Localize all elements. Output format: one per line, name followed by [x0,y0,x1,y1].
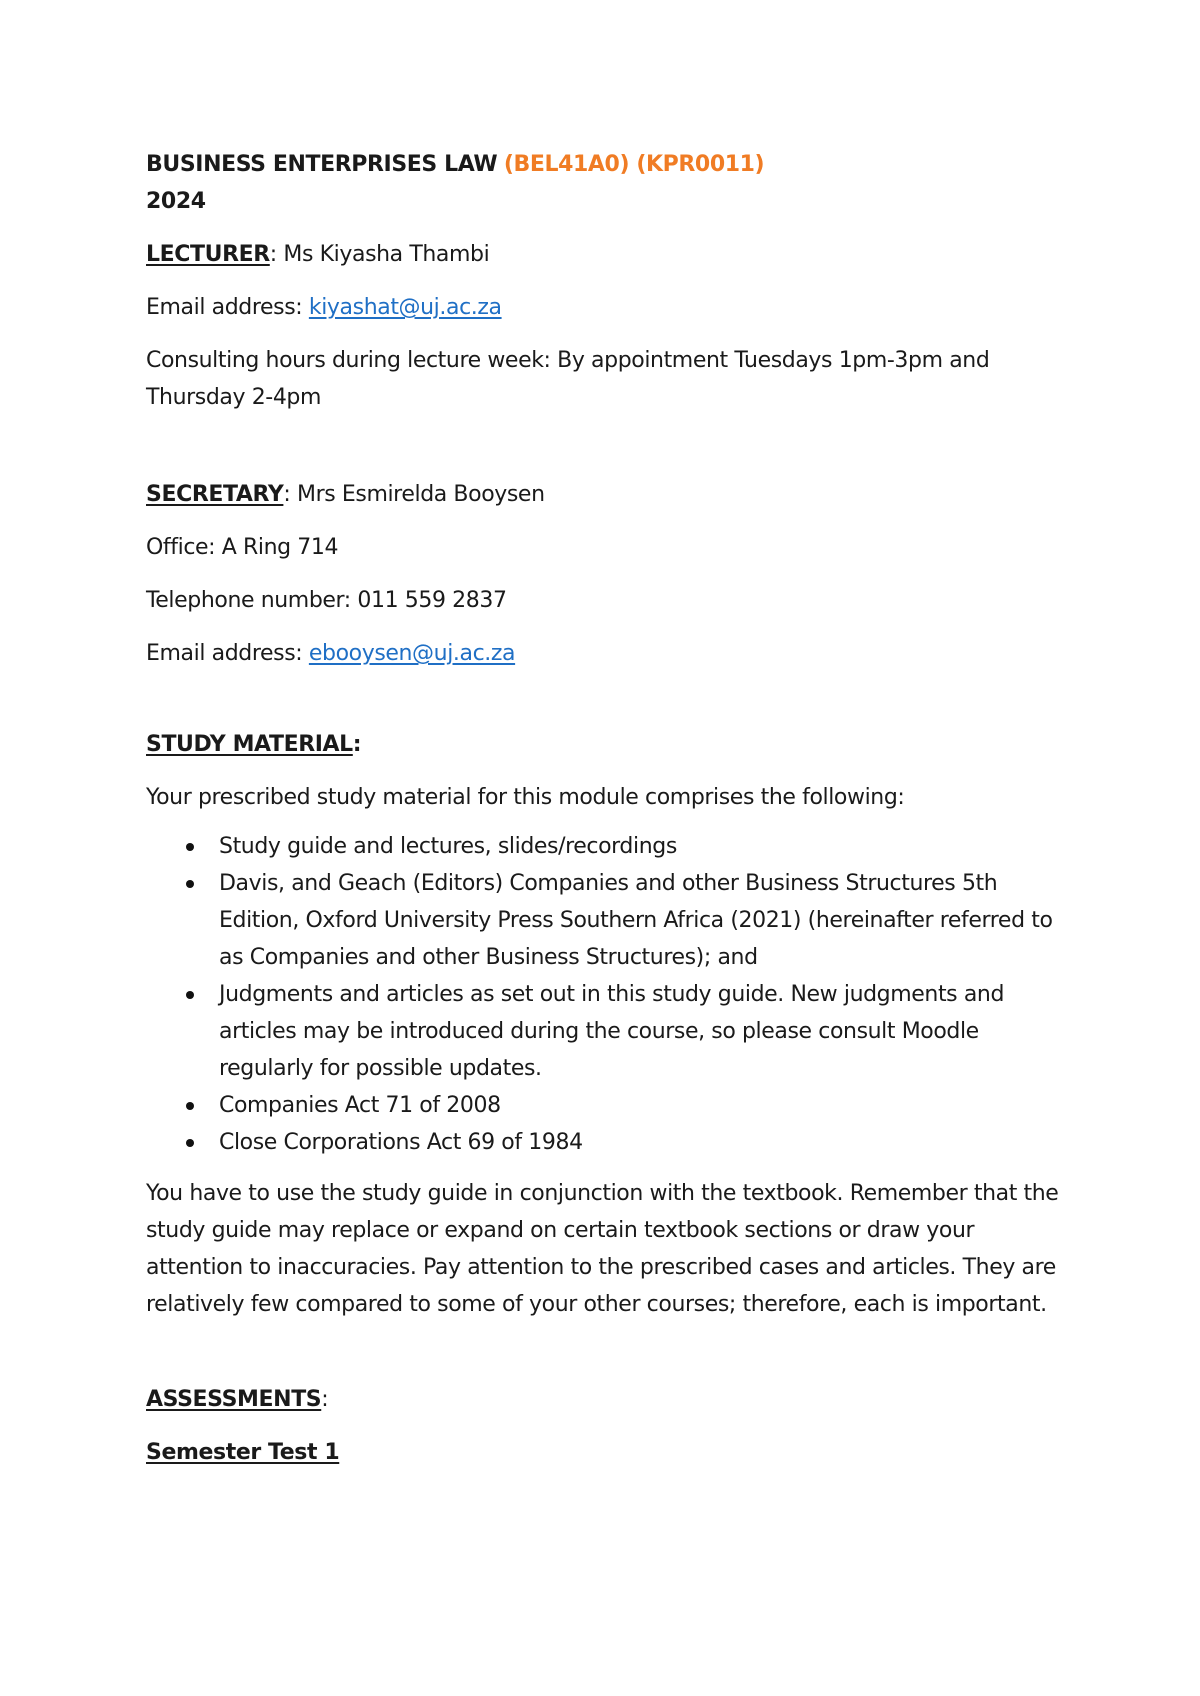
list-item-text: Companies Act 71 of 2008 [219,1093,501,1118]
secretary-email-link[interactable]: ebooysen@uj.ac.za [308,641,516,666]
lecturer-line [146,236,1066,273]
bullet-icon [186,880,194,888]
lecturer-email-link[interactable]: kiyashat@uj.ac.za [308,295,502,320]
lecturer-name: Ms Kiyasha Thambi [283,242,490,267]
list-item [146,828,1066,865]
assessments-colon: : [321,1387,329,1412]
list-item-text: Study guide and lectures, slides/recordings [219,834,677,859]
lecturer-colon: : [269,242,284,267]
course-codes: (BEL41A0) (KPR0011) [503,152,765,177]
list-item [146,865,1066,976]
list-item-text: Judgments and articles as set out in this study guide. New judgments and articles may be introduced during the course, so please consult Moodle regularly for possible updates. [219,982,1005,1081]
study-material-heading [146,726,1066,763]
secretary-email-line [146,635,1066,672]
course-title-line [146,146,1066,183]
list-item [146,1124,1066,1161]
secretary-telephone: Telephone number: 011 559 2837 [146,588,507,613]
list-item [146,1087,1066,1124]
course-title: BUSINESS ENTERPRISES LAW [146,152,498,177]
lecturer-email-label: Email address: [146,295,309,320]
study-material-intro: Your prescribed study material for this module comprises the following: [146,785,905,810]
secretary-name: Mrs Esmirelda Booysen [297,482,545,507]
semester-test-heading: Semester Test 1 [146,1440,340,1465]
bullet-icon [186,843,194,851]
lecturer-email-line [146,289,1066,326]
document-page [146,146,1066,1471]
list-item-text: Close Corporations Act 69 of 1984 [219,1130,583,1155]
secretary-colon: : [283,482,297,507]
secretary-line [146,476,1066,513]
study-material-colon: : [352,732,362,757]
secretary-office: Office: A Ring 714 [146,535,339,560]
study-material-list [146,828,1066,1161]
list-item-text: Davis, and Geach (Editors) Companies and other Business Structures 5th Edition, Oxford University Press Southern Africa (2021) (hereinafter referred to as Companies and other Business Structures); and [219,871,1053,970]
assessments-label: ASSESSMENTS [146,1387,322,1412]
secretary-label: SECRETARY [146,482,284,507]
bullet-icon [186,1139,194,1147]
course-year: 2024 [146,189,206,214]
bullet-icon [186,1102,194,1110]
assessments-heading [146,1381,1066,1418]
consulting-hours: Consulting hours during lecture week: By appointment Tuesdays 1pm-3pm and Thursday 2-4pm [146,348,990,410]
study-material-label: STUDY MATERIAL [146,732,353,757]
list-item [146,976,1066,1087]
lecturer-label: LECTURER [146,242,270,267]
secretary-email-label: Email address: [146,641,309,666]
bullet-icon [186,991,194,999]
study-guide-paragraph: You have to use the study guide in conjunction with the textbook. Remember that the study guide may replace or expand on certain textbook sections or draw your attention to inaccuracies. Pay attention to the prescribed cases and articles. They are relatively few compared to some of your other courses; therefore, each is important. [146,1181,1059,1317]
